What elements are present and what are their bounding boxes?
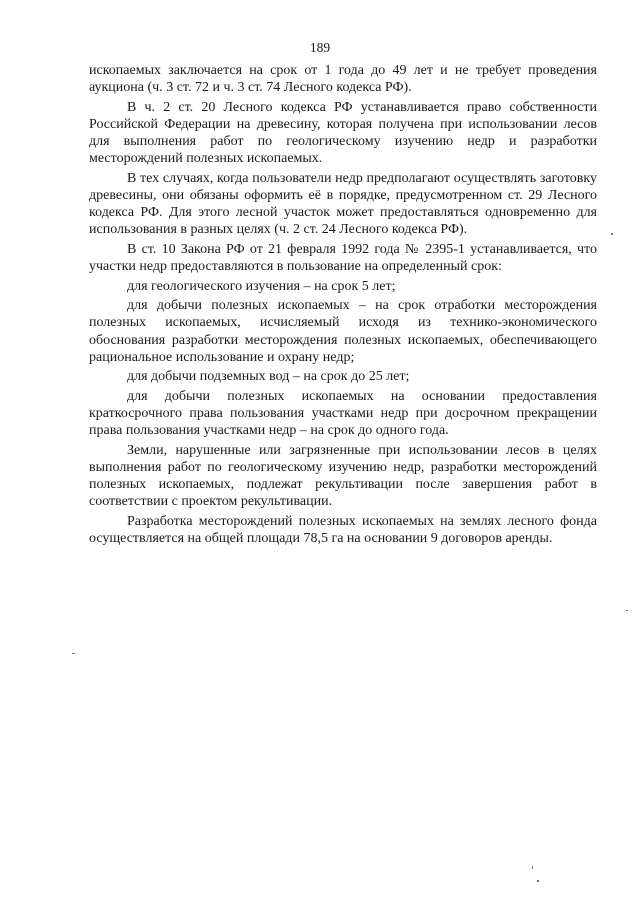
page-number: 189 xyxy=(309,40,331,55)
paragraph-reclamation: Земли, нарушенные или загрязненные при использовании лесов в целях выполнения работ по геологическому изучению недр, разработки месторождений полезных ископаемых, подлежат рекультивации после завершения работ в соответствии с проектом рекультивации. xyxy=(89,442,597,510)
paragraph-timber-harvesting: В тех случаях, когда пользователи недр предполагают осуществлять заготовку древесины, они обязаны оформить её в порядке, предусмотренном ст. 29 Лесного кодекса РФ. Для этого лесной участок может предоставляться одновременно для использования в разных целях (ч. 2 ст. 24 Лесного кодекса РФ). xyxy=(89,170,597,238)
paragraph-subsoil-law: В ст. 10 Закона РФ от 21 февраля 1992 года № 2395-1 устанавливается, что участки недр предоставляются в пользование на определенный срок: xyxy=(89,241,597,275)
list-item-geological-study: для геологического изучения – на срок 5 лет; xyxy=(127,278,396,294)
scan-speck xyxy=(532,866,533,869)
scan-speck xyxy=(611,233,613,235)
scan-speck xyxy=(537,880,539,882)
list-item-groundwater: для добычи подземных вод – на срок до 25 лет; xyxy=(127,369,410,385)
scan-speck xyxy=(626,610,628,611)
paragraph-continuation: ископаемых заключается на срок от 1 года до 49 лет и не требует проведения аукциона (ч. 3 ст. 72 и ч. 3 ст. 74 Лесного кодекса РФ). xyxy=(89,63,597,96)
paragraph-timber-ownership: В ч. 2 ст. 20 Лесного кодекса РФ устанавливается право собственности Российской Федерации на древесину, которая получена при использовании лесов для выполнения работ по геологическому изучению недр и разработки месторождений полезных ископаемых. xyxy=(89,99,597,167)
list-item-mineral-extraction: для добычи полезных ископаемых – на срок отработки месторождения полезных ископаемых, исчисляемый исходя из технико-экономического обоснования разработки месторождения полезных ископаемых, обеспечивающего рациональное использование и охрану недр; xyxy=(89,298,597,365)
paragraph-deposits-lease: Разработка месторождений полезных ископаемых на землях лесного фонда осуществляется на общей площади 78,5 га на основании 9 договоров аренды. xyxy=(89,513,597,546)
list-item-short-term: для добычи полезных ископаемых на основании предоставления краткосрочного права пользования участками недр при досрочном прекращении права пользования участками недр – на срок до одного года. xyxy=(89,388,597,439)
scan-speck xyxy=(72,653,75,654)
document-body xyxy=(89,62,597,549)
